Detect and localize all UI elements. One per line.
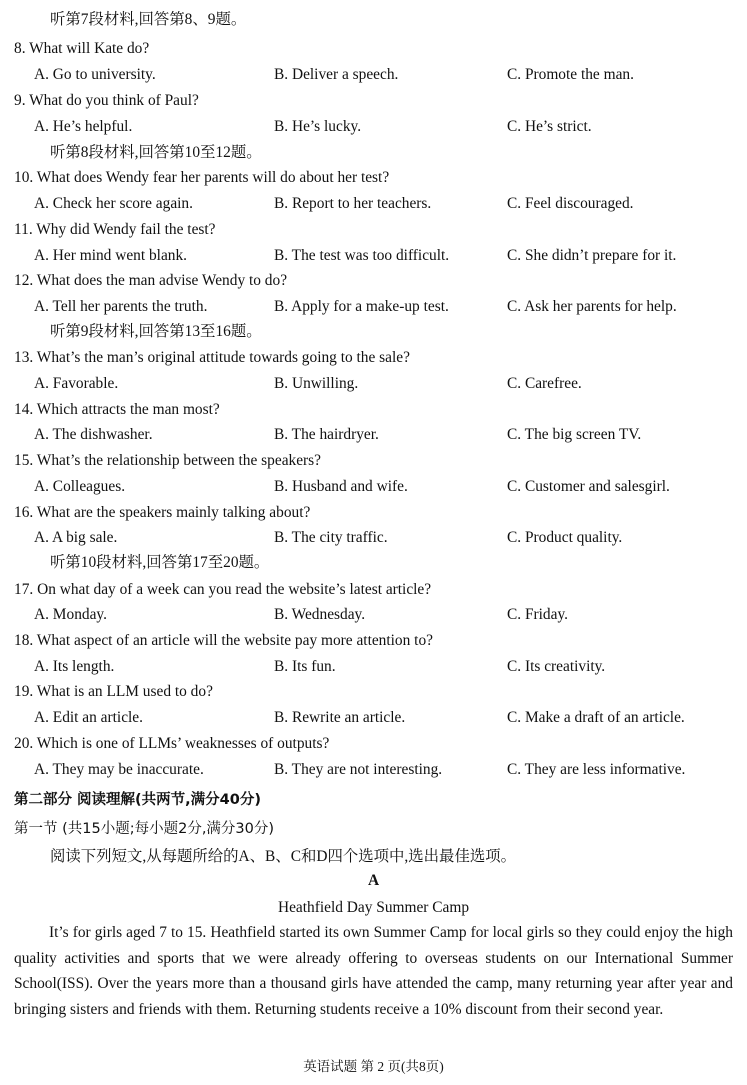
question-17-stem: 17. On what day of a week can you read the website’s latest article? xyxy=(14,581,432,598)
part-two-title: 第二部分 阅读理解(共两节,满分40分) xyxy=(14,792,261,808)
option-c: C. They are less informative. xyxy=(507,761,686,778)
option-c: C. He’s strict. xyxy=(507,118,592,135)
question-stem xyxy=(0,398,747,422)
reading-instruction: 阅读下列短文,从每题所给的A、B、C和D四个选项中,选出最佳选项。 xyxy=(50,848,517,865)
option-a: A. Go to university. xyxy=(34,66,156,83)
passage-paragraph: It’s for girls aged 7 to 15. Heathfield started its own Summer Camp for local girls so they could enjoy the high quality activities and sports that we were already offering to overseas students on our International Summer School(ISS). Over the years more than a thousand girls have attended the camp, many returning year after year and bringing sisters and friends with them. Returning students receive a 10% discount from their second year. xyxy=(14,924,733,1018)
question-8-stem: 8. What will Kate do? xyxy=(14,40,150,57)
option-c: C. The big screen TV. xyxy=(507,426,642,443)
option-a: A. Favorable. xyxy=(34,375,119,392)
option-a: A. Colleagues. xyxy=(34,478,126,495)
passage-title-line xyxy=(0,896,747,920)
question-18-stem: 18. What aspect of an article will the website pay more attention to? xyxy=(14,632,433,649)
option-b: B. The city traffic. xyxy=(274,529,388,546)
question-14-stem: 14. Which attracts the man most? xyxy=(14,401,220,418)
question-stem xyxy=(0,578,747,602)
option-a: A. Check her score again. xyxy=(34,195,193,212)
question-stem xyxy=(0,680,747,704)
passage-title: Heathfield Day Summer Camp xyxy=(277,899,470,916)
question-12-stem: 12. What does the man advise Wendy to do? xyxy=(14,272,288,289)
question-options xyxy=(0,706,747,730)
option-c: C. Friday. xyxy=(507,606,568,623)
option-b: B. Wednesday. xyxy=(274,606,366,623)
option-a: A. He’s helpful. xyxy=(34,118,133,135)
question-options xyxy=(0,423,747,447)
question-stem xyxy=(0,166,747,190)
option-c: C. Ask her parents for help. xyxy=(507,298,677,315)
passage-letter-line xyxy=(0,869,747,893)
question-20-stem: 20. Which is one of LLMs’ weaknesses of outputs? xyxy=(14,735,330,752)
section-10-title: 听第10段材料,回答第17至20题。 xyxy=(50,554,270,571)
option-c: C. Product quality. xyxy=(507,529,623,546)
part-heading xyxy=(0,788,747,812)
section-heading xyxy=(0,551,747,575)
section-7-title: 听第7段材料,回答第8、9题。 xyxy=(50,11,247,28)
question-options xyxy=(0,295,747,319)
option-b: B. Report to her teachers. xyxy=(274,195,432,212)
question-options xyxy=(0,244,747,268)
section-one-title: 第一节 (共15小题;每小题2分,满分30分) xyxy=(14,821,275,837)
option-a: A. A big sale. xyxy=(34,529,118,546)
passage-letter: A xyxy=(367,872,380,889)
option-c: C. Make a draft of an article. xyxy=(507,709,685,726)
option-a: A. Her mind went blank. xyxy=(34,247,188,264)
option-b: B. Its fun. xyxy=(274,658,336,675)
question-stem xyxy=(0,629,747,653)
option-b: B. The test was too difficult. xyxy=(274,247,450,264)
question-options xyxy=(0,655,747,679)
question-options xyxy=(0,603,747,627)
question-19-stem: 19. What is an LLM used to do? xyxy=(14,683,213,700)
section-8-title: 听第8段材料,回答第10至12题。 xyxy=(50,144,262,161)
instruction-line xyxy=(0,845,747,869)
question-11-stem: 11. Why did Wendy fail the test? xyxy=(14,221,216,238)
question-9-stem: 9. What do you think of Paul? xyxy=(14,92,199,109)
option-a: A. Tell her parents the truth. xyxy=(34,298,208,315)
option-c: C. Feel discouraged. xyxy=(507,195,634,212)
question-13-stem: 13. What’s the man’s original attitude towards going to the sale? xyxy=(14,349,410,366)
section-heading xyxy=(0,8,747,32)
option-b: B. Rewrite an article. xyxy=(274,709,406,726)
question-stem xyxy=(0,732,747,756)
option-b: B. He’s lucky. xyxy=(274,118,362,135)
section-heading xyxy=(0,320,747,344)
option-a: A. The dishwasher. xyxy=(34,426,153,443)
option-a: A. Monday. xyxy=(34,606,107,623)
section-heading xyxy=(0,141,747,165)
question-options xyxy=(0,758,747,782)
option-c: C. Its creativity. xyxy=(507,658,606,675)
section-9-title: 听第9段材料,回答第13至16题。 xyxy=(50,323,262,340)
option-a: A. They may be inaccurate. xyxy=(34,761,204,778)
option-b: B. Unwilling. xyxy=(274,375,359,392)
option-a: A. Its length. xyxy=(34,658,115,675)
question-stem xyxy=(0,37,747,61)
option-a: A. Edit an article. xyxy=(34,709,143,726)
question-stem xyxy=(0,501,747,525)
question-16-stem: 16. What are the speakers mainly talking about? xyxy=(14,504,311,521)
question-options xyxy=(0,526,747,550)
option-c: C. Customer and salesgirl. xyxy=(507,478,670,495)
question-stem xyxy=(0,218,747,242)
option-c: C. Promote the man. xyxy=(507,66,634,83)
option-c: C. She didn’t prepare for it. xyxy=(507,247,677,264)
question-15-stem: 15. What’s the relationship between the speakers? xyxy=(14,452,322,469)
question-options xyxy=(0,192,747,216)
question-10-stem: 10. What does Wendy fear her parents will do about her test? xyxy=(14,169,390,186)
option-b: B. The hairdryer. xyxy=(274,426,379,443)
question-options xyxy=(0,115,747,139)
question-options xyxy=(0,475,747,499)
question-options xyxy=(0,372,747,396)
question-options xyxy=(0,63,747,87)
option-b: B. Husband and wife. xyxy=(274,478,408,495)
question-stem xyxy=(0,346,747,370)
question-stem xyxy=(0,269,747,293)
option-b: B. They are not interesting. xyxy=(274,761,443,778)
option-c: C. Carefree. xyxy=(507,375,582,392)
question-stem xyxy=(0,89,747,113)
section-heading xyxy=(0,817,747,841)
option-b: B. Apply for a make-up test. xyxy=(274,298,449,315)
question-stem xyxy=(0,449,747,473)
page-footer: 英语试题 第 2 页(共8页) xyxy=(303,1059,444,1074)
option-b: B. Deliver a speech. xyxy=(274,66,399,83)
